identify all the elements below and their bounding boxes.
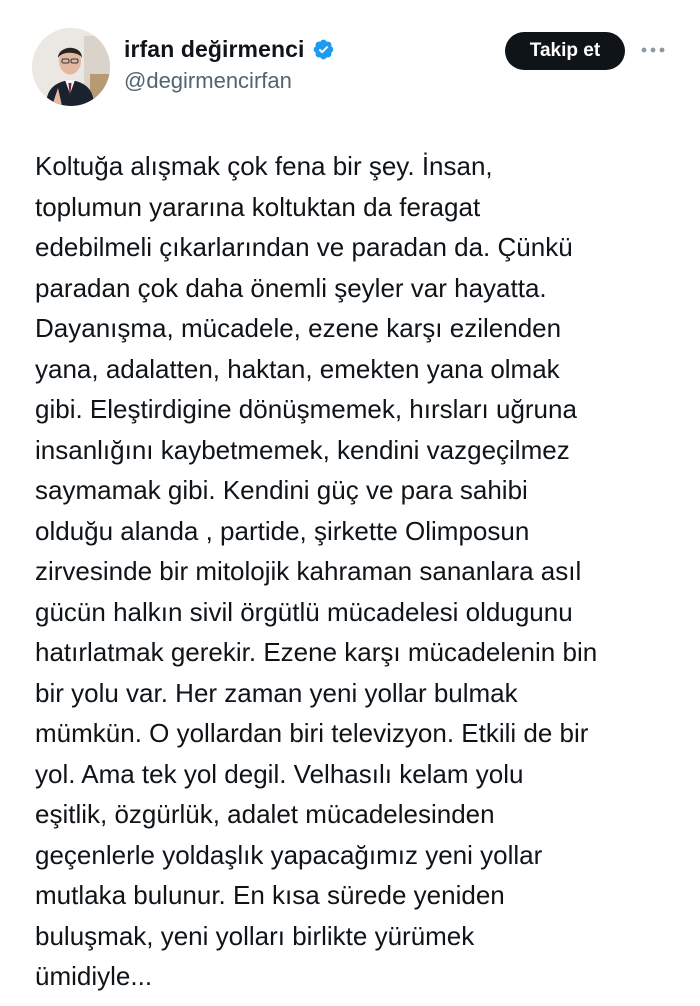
verified-badge-icon bbox=[312, 38, 335, 61]
tweet-text-line: toplumun yararına koltuktan da feragat bbox=[35, 191, 481, 222]
tweet-text-line: olduğu alanda , partide, şirkette Olimposun bbox=[35, 515, 530, 546]
follow-button[interactable]: Takip et bbox=[505, 32, 625, 70]
tweet-text-line: bir yolu var. Her zaman yeni yollar bulmak bbox=[35, 677, 518, 708]
user-handle[interactable]: @degirmencirfan bbox=[124, 68, 292, 93]
tweet-text-line: geçenlerle yoldaşlık yapacağımız yeni yollar bbox=[35, 839, 543, 870]
tweet-text-line: ümidiyle... bbox=[35, 961, 153, 991]
tweet-text-line: yana, adalatten, haktan, emekten yana olmak bbox=[35, 353, 560, 384]
tweet-text-line: buluşmak, yeni yolları birlikte yürümek bbox=[35, 920, 475, 951]
display-name[interactable]: irfan değirmenci bbox=[124, 35, 305, 62]
avatar[interactable] bbox=[32, 28, 110, 106]
tweet-text-line: mutlaka bulunur. En kısa sürede yeniden bbox=[35, 880, 505, 910]
tweet-header bbox=[0, 0, 700, 120]
more-options-button[interactable] bbox=[638, 38, 668, 62]
tweet-text-line: saymamak gibi. Kendini güç ve para sahibi bbox=[35, 475, 528, 505]
tweet-text-line: yol. Ama tek yol degil. Velhasılı kelam yolu bbox=[35, 758, 524, 789]
tweet-text-line: mümkün. O yollardan biri televizyon. Etkili de bir bbox=[35, 718, 589, 748]
tweet-text bbox=[35, 146, 685, 997]
tweet-text-line: Koltuğa alışmak çok fena bir şey. İnsan, bbox=[35, 151, 493, 181]
more-options-icon bbox=[640, 46, 666, 54]
avatar-photo bbox=[32, 28, 110, 106]
profile-info bbox=[124, 34, 335, 94]
tweet-text-line: gibi. Eleştirdigine dönüşmemek, hırsları uğruna bbox=[35, 394, 577, 424]
tweet-text-line: insanlığını kaybetmemek, kendini vazgeçilmez bbox=[35, 434, 570, 465]
tweet-text-line: eşitlik, özgürlük, adalet mücadelesinden bbox=[35, 799, 495, 829]
tweet-text-line: paradan çok daha önemli şeyler var hayatta. bbox=[35, 272, 547, 303]
tweet-text-line: edebilmeli çıkarlarından ve paradan da. Çünkü bbox=[35, 232, 573, 262]
tweet-text-line: zirvesinde bir mitolojik kahraman sananlara asıl bbox=[35, 556, 582, 586]
tweet-text-line: Dayanışma, mücadele, ezene karşı ezilenden bbox=[35, 313, 562, 343]
tweet-text-line: hatırlatmak gerekir. Ezene karşı mücadelenin bin bbox=[35, 637, 598, 667]
tweet-text-line: gücün halkın sivil örgütlü mücadelesi oldugunu bbox=[35, 596, 573, 627]
